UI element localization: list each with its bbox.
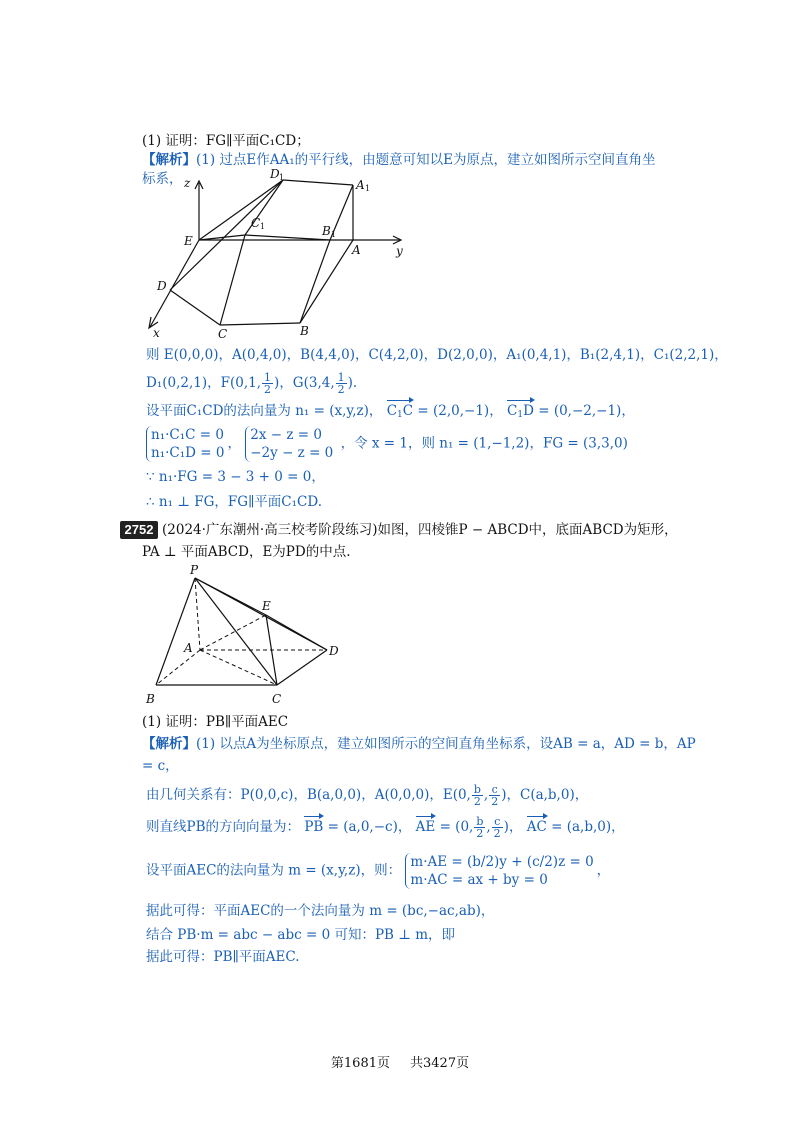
part1-analysis-line2: 标系， (142, 171, 183, 187)
edge-D1E (199, 180, 283, 240)
system-2: 2x − z = 0 −2y − z = 0 (245, 426, 333, 462)
normal-vector-line: 设平面C₁CD的法向量为 n₁ = (x,y,z)， $C_1C = (2,0,-1)$， $C_1D = (0,-2,-1)$， (146, 402, 635, 424)
edge-PC (195, 578, 277, 685)
edge-CD (170, 290, 220, 325)
edge-B1C1 (245, 235, 330, 240)
problem-number-badge: 2752 (120, 521, 158, 539)
label-A: A (184, 641, 193, 655)
svg-text:1: 1 (279, 173, 285, 182)
edge-B1B (300, 240, 330, 323)
figure-prism (140, 165, 420, 340)
normal-vector-aec: 设平面AEC的法向量为 m = (x,y,z)，则： m·AE = (b/2)y + (c/2)z = 0 m·AC = ax + by = 0 ， (146, 854, 611, 888)
part2-analysis-line2: = c， (142, 758, 179, 774)
svg-text:1: 1 (331, 230, 337, 239)
page-footer (0, 1052, 800, 1071)
coords-line1: 则 E(0,0,0)，A(0,4,0)，B(4,4,0)，C(4,2,0)，D(2,0,0)，A₁(0,4,1)，B₁(2,4,1)，C₁(2,2,1)， (146, 347, 728, 363)
part2-question: (1) 证明：PB∥平面AEC (142, 714, 289, 730)
svg-text:1: 1 (260, 222, 266, 231)
conclusion-line2: 结合 PB·m = abc − abc = 0 可知：PB ⊥ m，即 (146, 927, 456, 943)
edge-BC (220, 323, 300, 325)
label-B: B (300, 324, 309, 338)
edge-ED (266, 615, 327, 650)
label-E: E (262, 599, 271, 613)
label-A: A (352, 243, 361, 257)
label-B1: B (322, 224, 331, 238)
edge-CD (277, 650, 327, 685)
analysis-tag: 【解析】 (142, 152, 196, 168)
edge-C1C (220, 235, 245, 325)
system-1: n₁·C₁C = 0 n₁·C₁D = 0 (146, 426, 224, 462)
label-y: y (396, 244, 403, 258)
problem-stem-line1: (2024·广东潮州·高三校考阶段练习)如图，四棱锥P − ABCD中，底面ABCD为矩形， (162, 522, 678, 538)
label-x: x (153, 326, 160, 340)
edge-AB (300, 240, 353, 323)
because-line: ∵ n₁·FG = 3 − 3 + 0 = 0， (146, 469, 325, 485)
label-E: E (184, 234, 193, 248)
problem-stem-line2: PA ⊥ 平面ABCD，E为PD的中点. (142, 544, 351, 560)
geometry-relations: 由几何关系有：P(0,0,c)，B(a,0,0)，A(0,0,0)，E(0, $\frac{b}{2}$ , $\frac{c}{2}$ )，C(a,b,0)， (146, 783, 589, 808)
label-B: B (146, 692, 155, 706)
edge-AE (200, 615, 266, 650)
page-number: 第1681页 (330, 1056, 390, 1071)
edge-D1A1 (283, 180, 353, 185)
direction-vectors: 则直线PB的方向向量为： PB = (a,0,−c)， AE = (0, $\frac{b}{2}$ , $\frac{c}{2}$ )， AC = (a,b,0)， (146, 815, 625, 840)
edge-PE (195, 578, 266, 615)
system-aec: m·AE = (b/2)y + (c/2)z = 0 m·AC = ax + by = 0 (405, 853, 593, 889)
label-C: C (272, 692, 282, 706)
page-total: 共3427页 (410, 1056, 470, 1071)
label-A1: A (356, 178, 365, 192)
therefore-line: ∴ n₁ ⊥ FG，FG∥平面C₁CD. (146, 494, 323, 510)
label-D1: D (270, 167, 280, 181)
equation-systems: n₁·C₁C = 0 n₁·C₁D = 0 ， 2x − z = 0 −2y − z = 0 ，令 x = 1，则 n₁ = (1,−1,2)，FG = (3,3,0) (146, 426, 628, 462)
part2-analysis-line1: 【解析】(1) 以点A为坐标原点，建立如图所示的空间直角坐标系，设AB = a，AD = b，AP (142, 736, 696, 752)
label-C: C (218, 327, 228, 340)
part1-question: (1) 证明：FG∥平面C₁CD； (142, 133, 310, 149)
edge-PA (195, 578, 200, 650)
figure-pyramid (140, 560, 360, 710)
label-z: z (184, 176, 191, 190)
label-C1: C (251, 216, 261, 230)
svg-text:1: 1 (365, 184, 371, 193)
coords-line2: D₁(0,2,1)，F(0,1, $\frac{1}{2}$ )，G(3,4, $\frac{1}{2}$ ). (146, 371, 358, 396)
conclusion-line1: 据此可得：平面AEC的一个法向量为 m = (bc,−ac,ab)， (146, 903, 495, 919)
label-D: D (157, 279, 167, 293)
edge-AC (200, 650, 277, 685)
conclusion-line3: 据此可得：PB∥平面AEC. (146, 949, 300, 965)
analysis-text: (1) 过点E作AA₁的平行线，由题意可知以E为原点，建立如图所示空间直角坐 (196, 152, 656, 168)
label-P: P (190, 563, 199, 577)
label-D: D (329, 644, 339, 658)
